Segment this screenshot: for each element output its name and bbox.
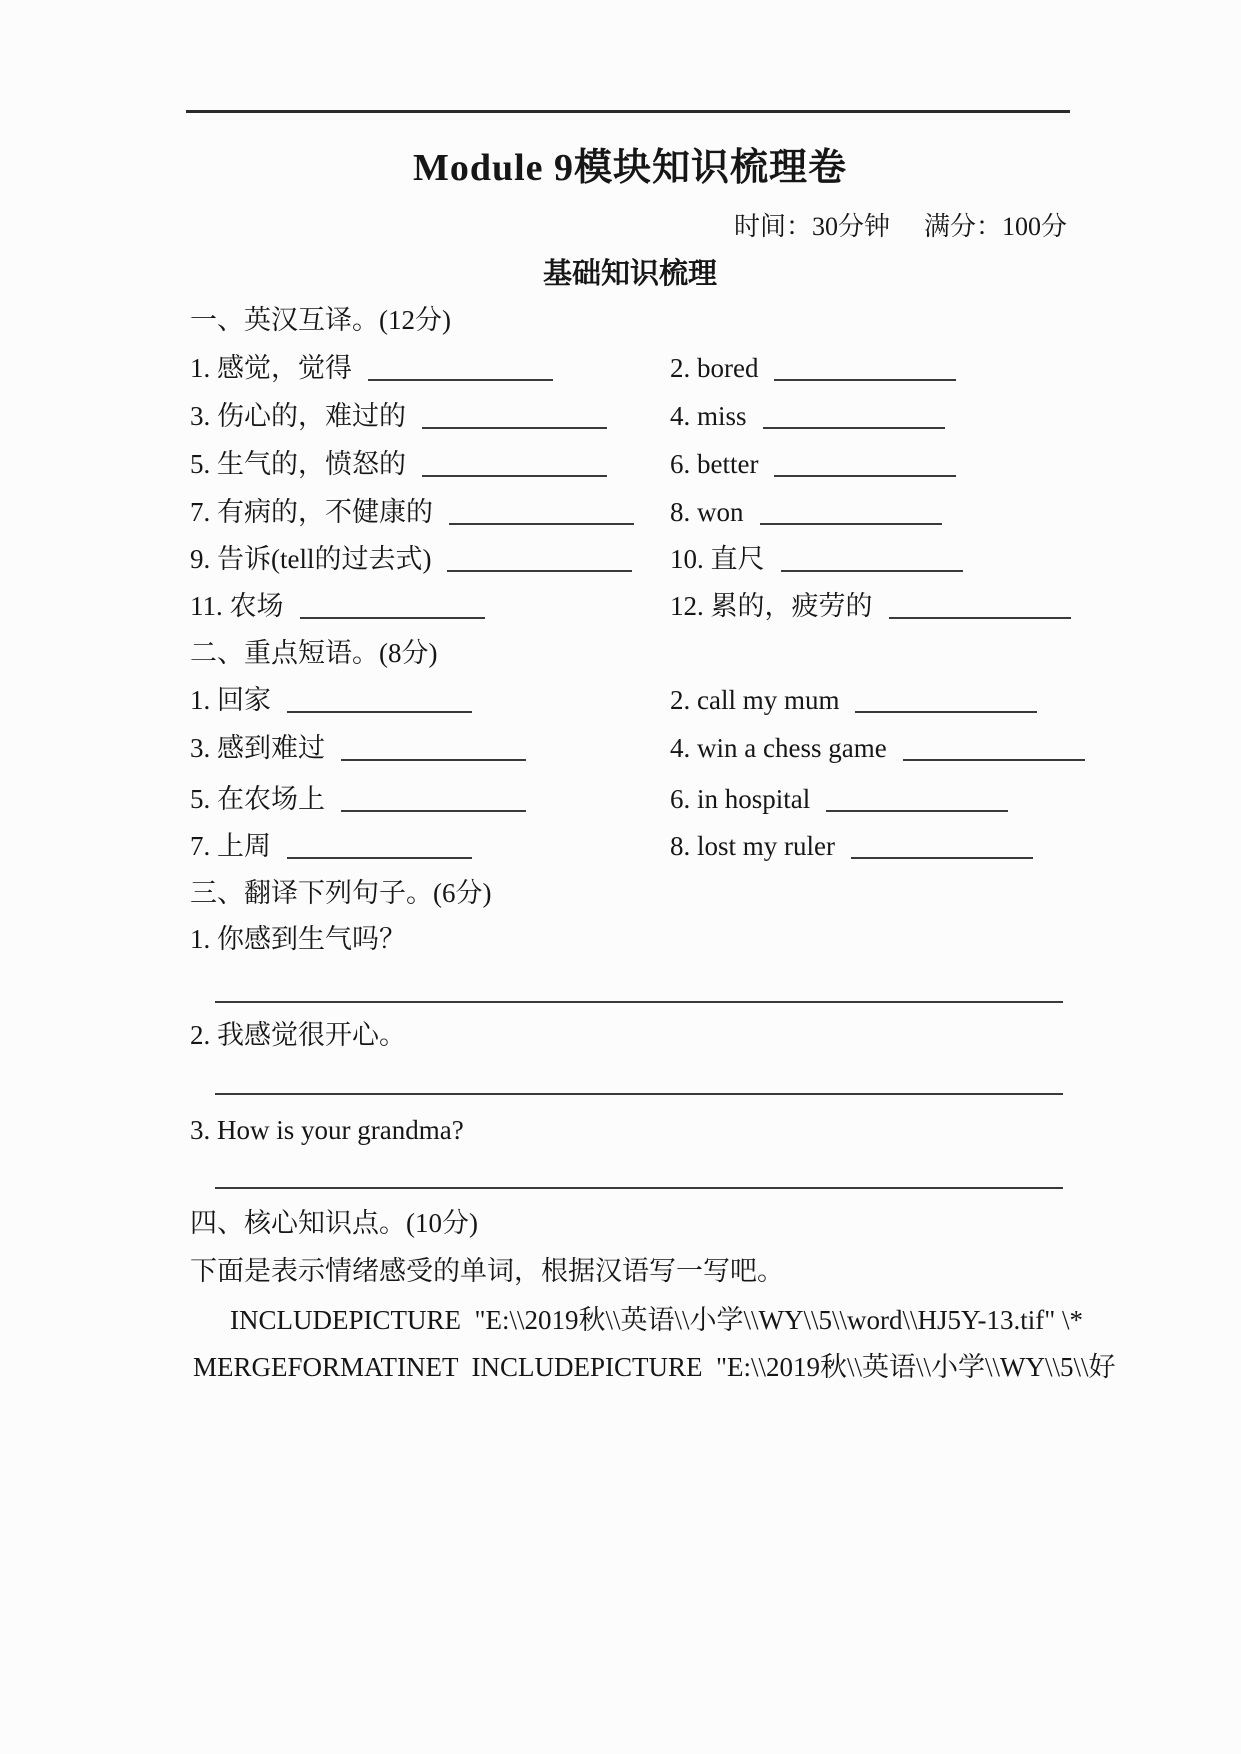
answer-blank bbox=[763, 413, 945, 429]
answer-blank bbox=[287, 697, 472, 713]
exam-time: 时间：30分钟 bbox=[733, 212, 890, 241]
worksheet-subtitle: 基础知识梳理 bbox=[542, 258, 717, 290]
item-label: 9. 告诉(tell的过去式) bbox=[190, 544, 432, 574]
table-row bbox=[190, 497, 1085, 527]
item-label: 12. 累的，疲劳的 bbox=[670, 591, 873, 621]
item-label: 1. 回家 bbox=[190, 685, 271, 715]
answer-blank bbox=[422, 413, 607, 429]
exam-meta bbox=[734, 212, 1067, 242]
item-label: 11. 农场 bbox=[190, 591, 284, 621]
item-label: 3. 感到难过 bbox=[190, 733, 325, 763]
section1-heading: 一、英汉互译。(12分) bbox=[190, 305, 451, 335]
table-row bbox=[190, 733, 1085, 763]
answer-line bbox=[215, 1093, 1063, 1095]
answer-blank bbox=[851, 843, 1033, 859]
answer-blank bbox=[449, 509, 634, 525]
answer-blank bbox=[300, 603, 485, 619]
section3-heading: 三、翻译下列句子。(6分) bbox=[190, 878, 492, 908]
translation-sentence: 3. How is your grandma? bbox=[190, 1115, 464, 1145]
answer-line bbox=[215, 1001, 1063, 1003]
item-label: 7. 上周 bbox=[190, 831, 271, 861]
table-row bbox=[190, 784, 1085, 814]
item-label: 8. won bbox=[670, 497, 744, 527]
answer-blank bbox=[341, 745, 526, 761]
answer-blank bbox=[774, 461, 956, 477]
answer-blank bbox=[341, 796, 526, 812]
item-label: 5. 生气的，愤怒的 bbox=[190, 449, 406, 479]
answer-blank bbox=[826, 796, 1008, 812]
answer-blank bbox=[903, 745, 1085, 761]
answer-blank bbox=[781, 556, 963, 572]
page-title: Module 9模块知识梳理卷 bbox=[412, 147, 848, 189]
item-label: 3. 伤心的，难过的 bbox=[190, 401, 406, 431]
translation-sentence: 2. 我感觉很开心。 bbox=[190, 1020, 406, 1050]
section2-heading: 二、重点短语。(8分) bbox=[190, 638, 438, 668]
table-row bbox=[190, 401, 1085, 431]
answer-blank bbox=[760, 509, 942, 525]
answer-blank bbox=[287, 843, 472, 859]
item-label: 2. bored bbox=[670, 353, 759, 383]
answer-blank bbox=[889, 603, 1071, 619]
table-row bbox=[190, 685, 1085, 715]
exam-full-score: 满分：100分 bbox=[923, 212, 1067, 241]
answer-blank bbox=[368, 365, 553, 381]
item-label: 2. call my mum bbox=[670, 685, 840, 715]
answer-blank bbox=[422, 461, 607, 477]
answer-blank bbox=[855, 697, 1037, 713]
answer-line bbox=[215, 1187, 1063, 1189]
item-label: 6. better bbox=[670, 449, 759, 479]
table-row bbox=[190, 831, 1085, 861]
field-code-line: INCLUDEPICTURE "E:\\2019秋\\英语\\小学\\WY\\5\\word\\HJ5Y-13.tif" \* bbox=[230, 1305, 1084, 1335]
item-label: 5. 在农场上 bbox=[190, 784, 325, 814]
item-label: 4. win a chess game bbox=[670, 733, 887, 763]
item-label: 8. lost my ruler bbox=[670, 831, 835, 861]
header-rule bbox=[186, 110, 1070, 113]
section4-heading: 四、核心知识点。(10分) bbox=[190, 1208, 478, 1238]
item-label: 4. miss bbox=[670, 401, 747, 431]
section4-instruction: 下面是表示情绪感受的单词，根据汉语写一写吧。 bbox=[190, 1256, 784, 1286]
item-label: 7. 有病的，不健康的 bbox=[190, 497, 433, 527]
table-row bbox=[190, 353, 1085, 383]
item-label: 6. in hospital bbox=[670, 784, 811, 814]
translation-sentence: 1. 你感到生气吗？ bbox=[190, 924, 406, 954]
table-row bbox=[190, 544, 1085, 574]
field-code-line: MERGEFORMATINET INCLUDEPICTURE "E:\\2019秋\\英语\\小学\\WY\\5\\好 bbox=[193, 1352, 1116, 1382]
item-label: 1. 感觉，觉得 bbox=[190, 353, 352, 383]
answer-blank bbox=[447, 556, 632, 572]
table-row bbox=[190, 449, 1085, 479]
item-label: 10. 直尺 bbox=[670, 544, 765, 574]
answer-blank bbox=[774, 365, 956, 381]
table-row bbox=[190, 591, 1085, 621]
